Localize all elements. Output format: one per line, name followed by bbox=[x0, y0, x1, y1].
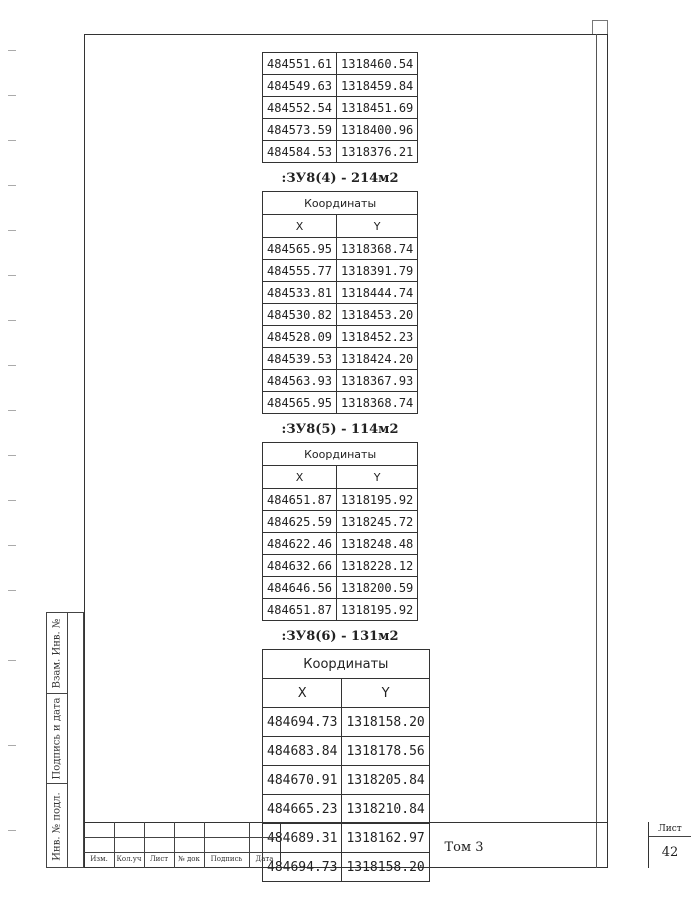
col-data: Дата bbox=[255, 855, 274, 863]
parcel-title: :ЗУ8(4) - 214м2 bbox=[281, 171, 399, 186]
side-label-vzam: Взам. Инв. № bbox=[51, 618, 63, 688]
coords-header: Координаты bbox=[263, 650, 430, 679]
coord-y-cell: 1318368.74 bbox=[337, 392, 418, 414]
table-row bbox=[263, 260, 418, 282]
coord-y-cell: 1318178.56 bbox=[342, 737, 429, 766]
coord-y-cell: 1318245.72 bbox=[337, 511, 418, 533]
revision-grid bbox=[84, 822, 280, 868]
column-x-header: X bbox=[263, 466, 337, 489]
coord-x-cell: 484533.81 bbox=[263, 282, 337, 304]
coord-x-cell: 484555.77 bbox=[263, 260, 337, 282]
title-block bbox=[84, 822, 682, 868]
col-podpis: Подпись bbox=[210, 855, 243, 863]
table-row bbox=[263, 348, 418, 370]
coordinates-content bbox=[262, 52, 425, 882]
parcel-title: :ЗУ8(6) - 131м2 bbox=[281, 629, 399, 644]
coord-y-cell: 1318391.79 bbox=[337, 260, 418, 282]
coord-x-cell: 484646.56 bbox=[263, 577, 337, 599]
sheet-label: Лист bbox=[658, 824, 682, 834]
coord-y-cell: 1318205.84 bbox=[342, 766, 429, 795]
side-label-inv-podl: Инв. № подл. bbox=[51, 791, 63, 861]
coord-y-cell: 1318452.23 bbox=[337, 326, 418, 348]
coord-x-cell: 484670.91 bbox=[263, 766, 342, 795]
table-row bbox=[263, 489, 418, 511]
coord-x-cell: 484552.54 bbox=[263, 97, 337, 119]
col-kol-uch: Кол.уч bbox=[116, 855, 142, 863]
column-header-row bbox=[263, 215, 418, 238]
frame-right-rule bbox=[596, 34, 597, 868]
column-x-header: X bbox=[263, 679, 342, 708]
table-header-row bbox=[263, 192, 418, 215]
coord-y-cell: 1318460.54 bbox=[337, 53, 418, 75]
table-row bbox=[263, 97, 418, 119]
table-row bbox=[263, 599, 418, 621]
table-row bbox=[263, 555, 418, 577]
coords-header: Координаты bbox=[263, 192, 418, 215]
table-row bbox=[263, 370, 418, 392]
col-izm: Изм. bbox=[90, 855, 108, 863]
coord-y-cell: 1318451.69 bbox=[337, 97, 418, 119]
coord-x-cell: 484694.73 bbox=[263, 708, 342, 737]
column-y-header: Y bbox=[337, 215, 418, 238]
coord-x-cell: 484694.73 bbox=[263, 853, 342, 882]
coord-x-cell: 484530.82 bbox=[263, 304, 337, 326]
table-row bbox=[263, 282, 418, 304]
coord-y-cell: 1318195.92 bbox=[337, 489, 418, 511]
parcel-title: :ЗУ8(5) - 114м2 bbox=[281, 422, 399, 437]
coord-x-cell: 484549.63 bbox=[263, 75, 337, 97]
coord-y-cell: 1318424.20 bbox=[337, 348, 418, 370]
coord-x-cell: 484528.09 bbox=[263, 326, 337, 348]
table-row bbox=[263, 511, 418, 533]
table-row bbox=[263, 533, 418, 555]
coord-x-cell: 484622.46 bbox=[263, 533, 337, 555]
table-row bbox=[263, 795, 430, 824]
coord-x-cell: 484584.53 bbox=[263, 141, 337, 163]
column-header-row bbox=[263, 466, 418, 489]
coord-x-cell: 484565.95 bbox=[263, 392, 337, 414]
frame-corner bbox=[592, 20, 608, 34]
coord-x-cell: 484651.87 bbox=[263, 599, 337, 621]
coords-table-continued bbox=[262, 52, 418, 163]
col-n-dok: № док bbox=[178, 855, 200, 863]
coord-y-cell: 1318376.21 bbox=[337, 141, 418, 163]
table-row bbox=[263, 119, 418, 141]
coord-x-cell: 484565.95 bbox=[263, 238, 337, 260]
column-y-header: Y bbox=[337, 466, 418, 489]
coord-y-cell: 1318210.84 bbox=[342, 795, 429, 824]
col-list: Лист bbox=[149, 855, 169, 863]
coord-x-cell: 484632.66 bbox=[263, 555, 337, 577]
coord-x-cell: 484625.59 bbox=[263, 511, 337, 533]
column-y-header: Y bbox=[342, 679, 429, 708]
column-header-row bbox=[263, 679, 430, 708]
coords-table bbox=[262, 442, 418, 621]
coord-x-cell: 484689.31 bbox=[263, 824, 342, 853]
column-x-header: X bbox=[263, 215, 337, 238]
table-header-row bbox=[263, 443, 418, 466]
coord-y-cell: 1318195.92 bbox=[337, 599, 418, 621]
table-row bbox=[263, 737, 430, 766]
coord-x-cell: 484563.93 bbox=[263, 370, 337, 392]
coords-header: Координаты bbox=[263, 443, 418, 466]
sheet-number-box bbox=[648, 822, 692, 868]
side-stamp bbox=[46, 612, 84, 868]
volume-label: Том 3 bbox=[444, 840, 484, 855]
coord-x-cell: 484683.84 bbox=[263, 737, 342, 766]
table-row bbox=[263, 53, 418, 75]
table-row bbox=[263, 304, 418, 326]
coord-x-cell: 484539.53 bbox=[263, 348, 337, 370]
table-row bbox=[263, 238, 418, 260]
table-row bbox=[263, 577, 418, 599]
coord-y-cell: 1318162.97 bbox=[342, 824, 429, 853]
coord-x-cell: 484665.23 bbox=[263, 795, 342, 824]
coord-y-cell: 1318228.12 bbox=[337, 555, 418, 577]
coord-y-cell: 1318248.48 bbox=[337, 533, 418, 555]
coord-y-cell: 1318368.74 bbox=[337, 238, 418, 260]
coord-x-cell: 484573.59 bbox=[263, 119, 337, 141]
side-label-podpis: Подпись и дата bbox=[51, 697, 63, 779]
coord-y-cell: 1318453.20 bbox=[337, 304, 418, 326]
table-row bbox=[263, 326, 418, 348]
coords-table bbox=[262, 191, 418, 414]
coord-y-cell: 1318400.96 bbox=[337, 119, 418, 141]
table-row bbox=[263, 708, 430, 737]
coord-y-cell: 1318158.20 bbox=[342, 708, 429, 737]
table-row bbox=[263, 392, 418, 414]
coord-y-cell: 1318459.84 bbox=[337, 75, 418, 97]
coord-x-cell: 484651.87 bbox=[263, 489, 337, 511]
coord-y-cell: 1318200.59 bbox=[337, 577, 418, 599]
coord-x-cell: 484551.61 bbox=[263, 53, 337, 75]
table-header-row bbox=[263, 650, 430, 679]
table-row bbox=[263, 75, 418, 97]
sheet-number: 42 bbox=[661, 845, 679, 860]
table-row bbox=[263, 766, 430, 795]
coord-y-cell: 1318158.20 bbox=[342, 853, 429, 882]
coord-y-cell: 1318367.93 bbox=[337, 370, 418, 392]
table-row bbox=[263, 141, 418, 163]
coord-y-cell: 1318444.74 bbox=[337, 282, 418, 304]
